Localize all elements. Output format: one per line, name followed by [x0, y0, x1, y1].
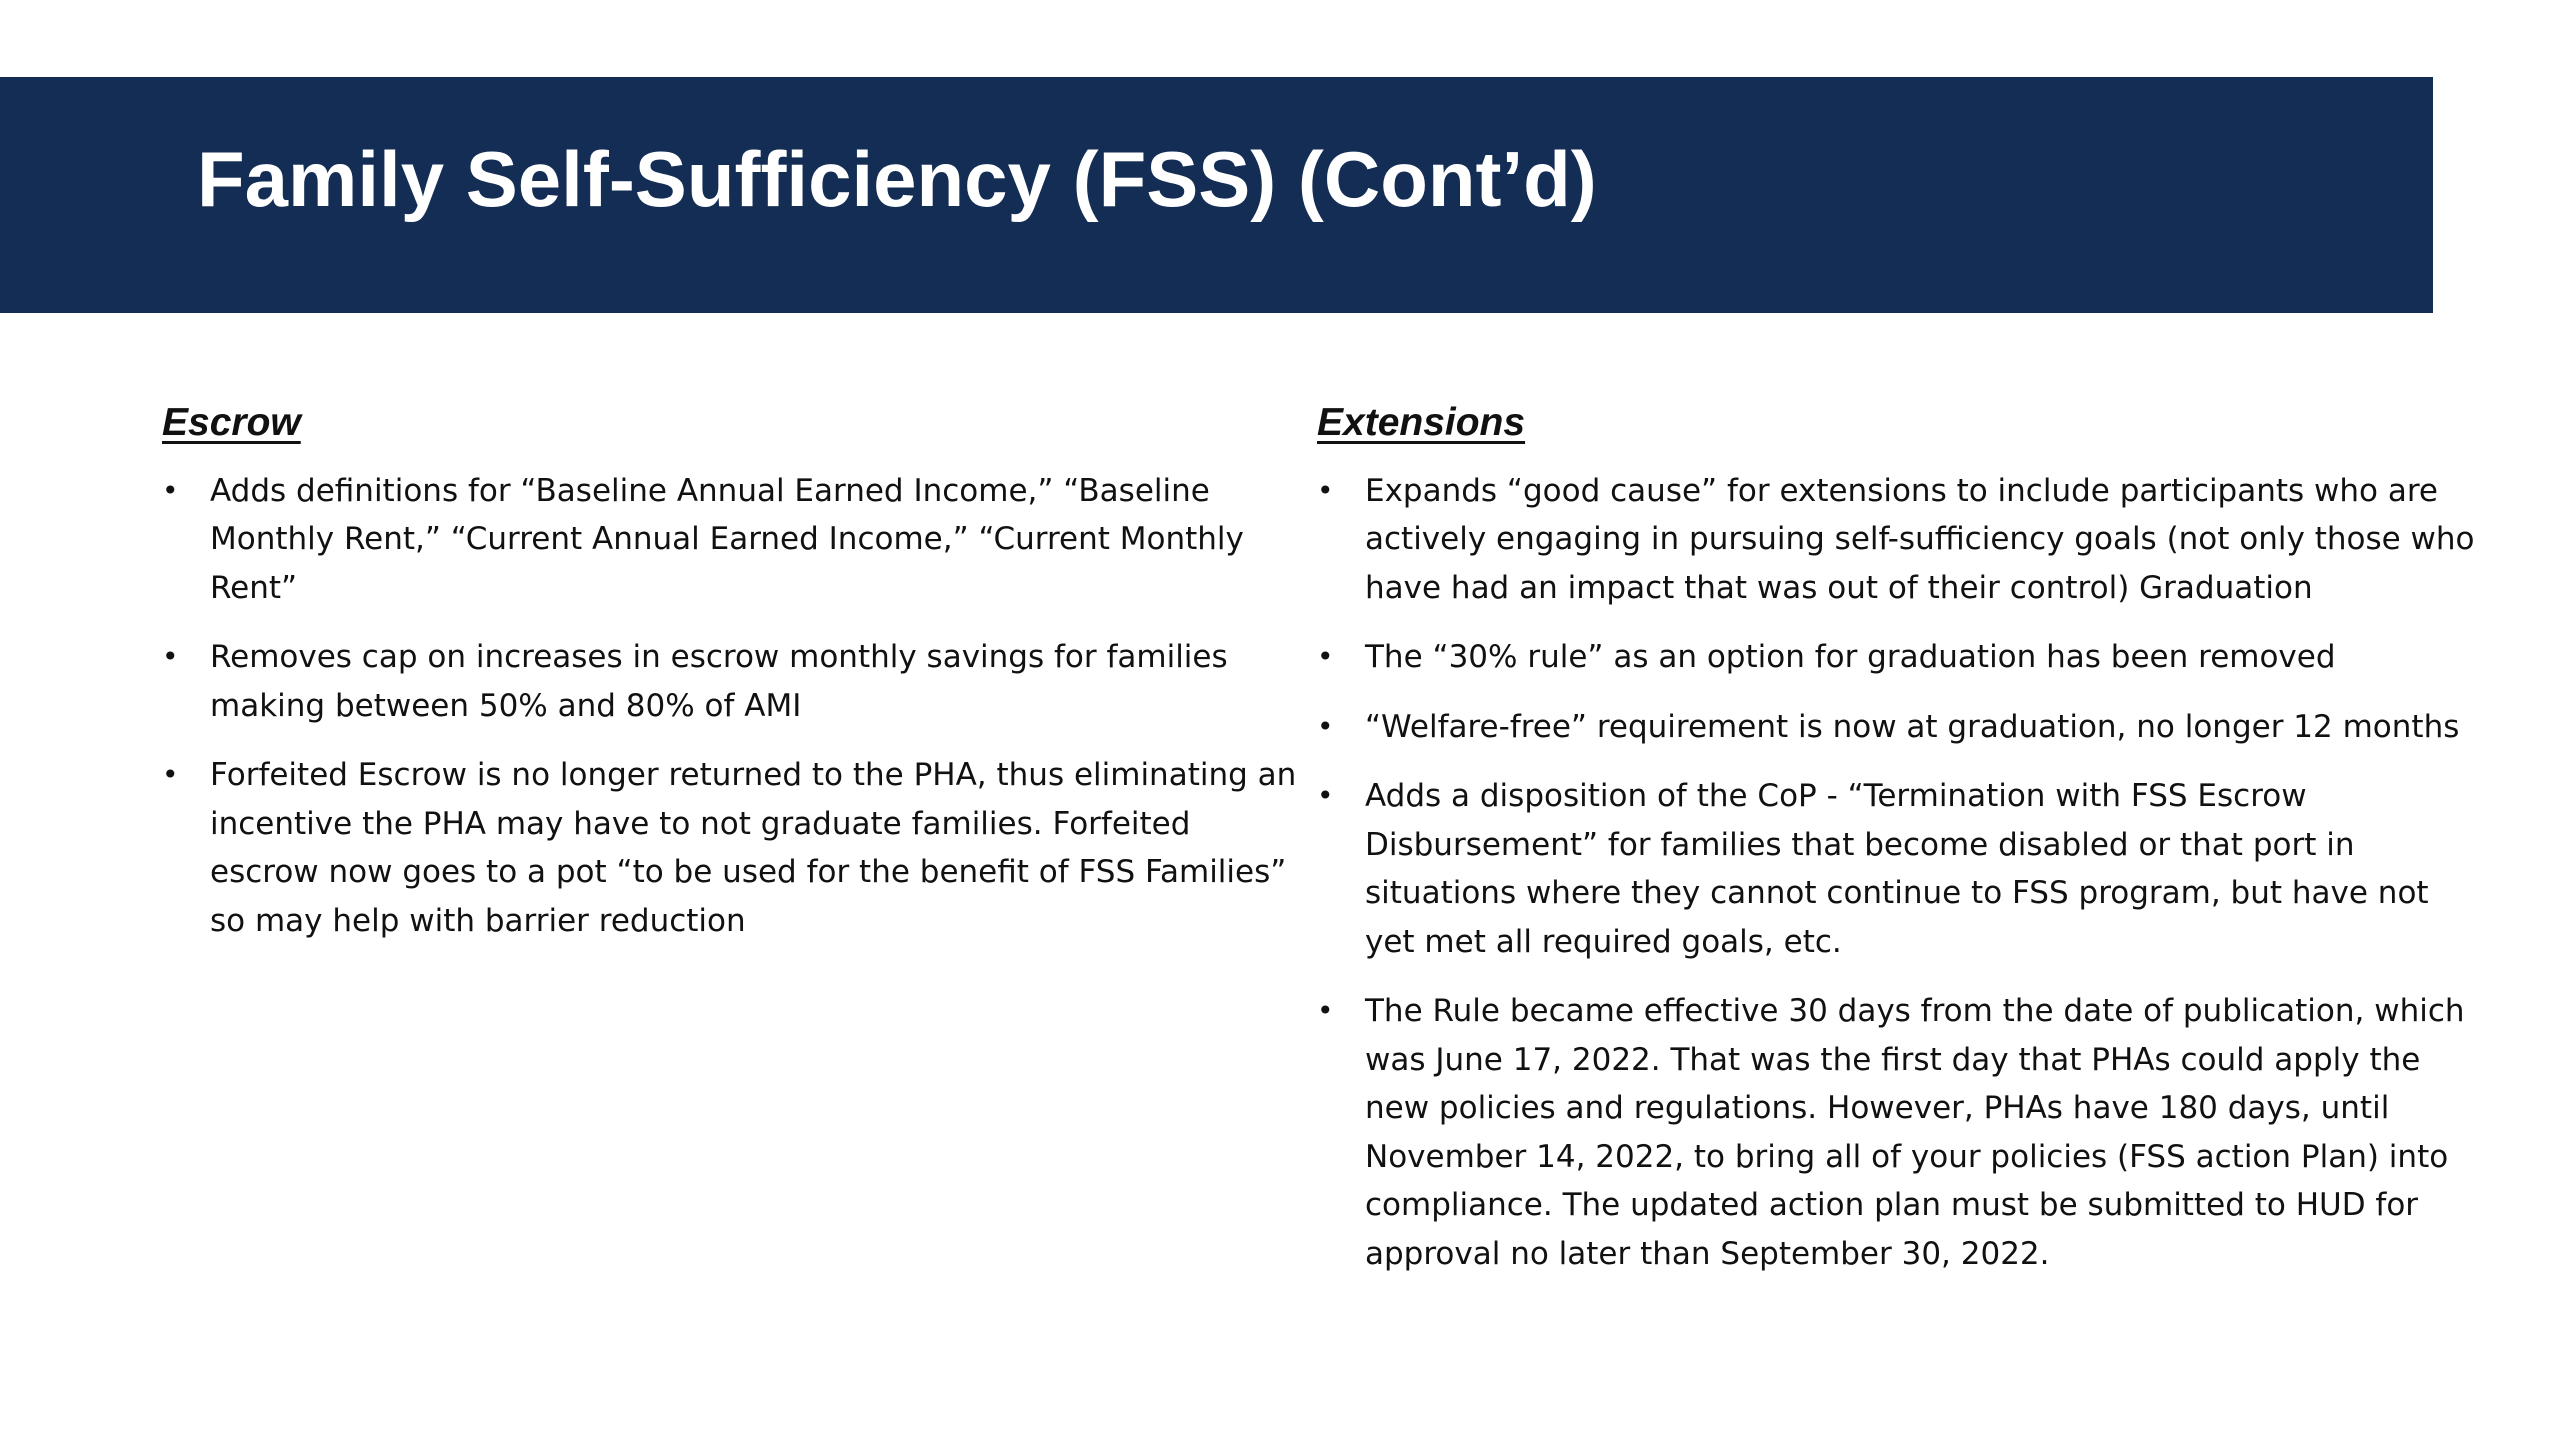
bullet-icon: • [1317, 473, 1334, 507]
list-item-text: Forfeited Escrow is no longer returned to the PHA, thus eliminating an incentive the PHA may have to not graduate families. Forfeited escrow now goes to a pot “to be used for the benefit of FSS Families” so may help with barrier reduction [210, 757, 1297, 939]
slide-title: Family Self-Sufficiency (FSS) (Cont’d) [197, 135, 1597, 223]
list-item-text: Expands “good cause” for extensions to include participants who are actively engaging in pursuing self-sufficiency goals (not only those who have had an impact that was out of their control) Graduation [1365, 472, 2475, 606]
list-item [1317, 703, 2487, 752]
list-item-text: “Welfare-free” requirement is now at graduation, no longer 12 months [1365, 708, 2460, 745]
list-item [1317, 633, 2487, 682]
escrow-column [162, 400, 1302, 966]
list-item-text: Adds definitions for “Baseline Annual Earned Income,” “Baseline Monthly Rent,” “Current Annual Earned Income,” “Current Monthly Rent” [210, 472, 1244, 606]
list-item [162, 751, 1302, 945]
list-item [162, 633, 1302, 730]
bullet-icon: • [162, 473, 179, 507]
bullet-icon: • [1317, 709, 1334, 743]
list-item [1317, 772, 2487, 966]
bullet-icon: • [162, 758, 179, 792]
extensions-heading: Extensions [1317, 401, 1526, 444]
bullet-icon: • [162, 640, 179, 674]
list-item [162, 467, 1302, 613]
list-item-text: Removes cap on increases in escrow monthly savings for families making between 50% and 80% of AMI [210, 639, 1228, 724]
bullet-icon: • [1317, 779, 1334, 813]
list-item-text: The “30% rule” as an option for graduation has been removed [1365, 639, 2336, 676]
extensions-column [1317, 400, 2487, 1299]
list-item-text: Adds a disposition of the CoP - “Termination with FSS Escrow Disbursement” for families that become disabled or that port in situations where they cannot continue to FSS program, but have not yet met all required goals, etc. [1365, 778, 2429, 960]
list-item [1317, 467, 2487, 613]
bullet-icon: • [1317, 640, 1334, 674]
bullet-icon: • [1317, 994, 1334, 1028]
escrow-heading: Escrow [162, 401, 301, 444]
list-item-text: The Rule became effective 30 days from the date of publication, which was June 17, 2022. That was the first day that PHAs could apply the new policies and regulations. However, PHAs have 180 days, until November 14, 2022, to bring all of your policies (FSS action Plan) into compliance. The updated action plan must be submitted to HUD for approval no later than September 30, 2022. [1365, 993, 2465, 1272]
escrow-bullet-list [162, 467, 1302, 946]
list-item [1317, 987, 2487, 1278]
extensions-bullet-list [1317, 467, 2487, 1279]
